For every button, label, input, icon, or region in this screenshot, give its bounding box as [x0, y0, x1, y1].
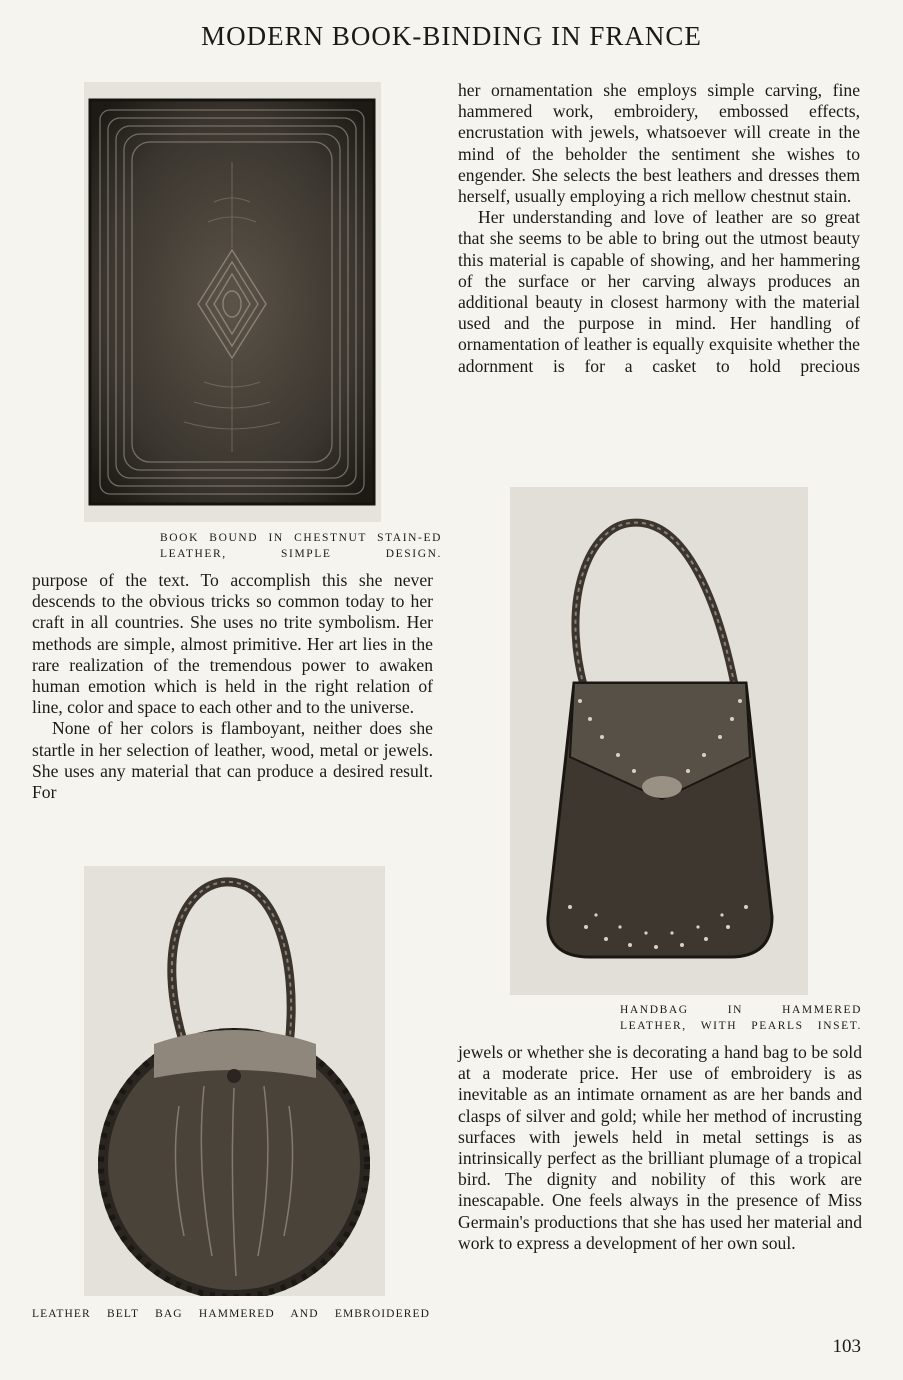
page-number: 103 — [832, 1336, 861, 1357]
paragraph: Her understanding and love of leather are so great that she seems to be able to bring out the utmost beauty this material is capable of showing, and her hammering of the surface or her carving always produces an additional beauty in closest harmony with the material used and the purpose in mind. Her handling of ornamentation of leather is equally exquisite whether the adornment is for a casket to hold precious — [458, 207, 860, 376]
paragraph: None of her colors is flamboyant, neither does she startle in her selection of leather, wood, metal or jewels. She uses any material that can produce a desired result. For — [32, 718, 433, 803]
right-column-bottom-text — [458, 1042, 862, 1254]
beltbag-caption: LEATHER BELT BAG HAMMERED AND EMBROIDERED — [32, 1308, 430, 1320]
page-title: MODERN BOOK-BINDING IN FRANCE — [201, 21, 702, 51]
paragraph: her ornamentation she employs simple carving, fine hammered work, embroidery, embossed effects, encrustation with jewels, whatsoever will create in the mind of the beholder the sentiment she wishes to engender. She selects the best leathers and dresses them herself, usually employing a rich mellow chestnut stain. — [458, 80, 860, 207]
beltbag-photo — [84, 866, 385, 1296]
right-column-top-text — [458, 80, 860, 377]
handbag-caption: HANDBAG IN HAMMERED LEATHER, WITH PEARLS INSET. — [620, 1004, 862, 1032]
left-column-text — [32, 570, 433, 803]
book-caption: BOOK BOUND IN CHESTNUT STAIN-ED LEATHER, SIMPLE DESIGN. — [160, 532, 442, 560]
paragraph: purpose of the text. To accomplish this she never descends to the obvious tricks so common today to her craft in all countries. She uses no trite symbolism. Her methods are simple, almost primitive. Her art lies in the rare realization of the tremendous power to awaken human emotion which is held in the right relation of line, color and space to each other and to the universe. — [32, 570, 433, 718]
handbag-photo — [510, 487, 808, 995]
paragraph: jewels or whether she is decorating a hand bag to be sold at a moderate price. Her use of embroidery is as inevitable as an intimate ornament as are her bands and clasps of silver and gold; while her method of incrusting surfaces with jewels held in metal settings is as intrinsically perfect as the brilliant plumage of a tropical bird. The dignity and nobility of this work are inescapable. One feels always in the presence of Miss Germain's productions that she has used her material and work to express a development of her own soul. — [458, 1042, 862, 1253]
book-photo — [84, 82, 381, 522]
